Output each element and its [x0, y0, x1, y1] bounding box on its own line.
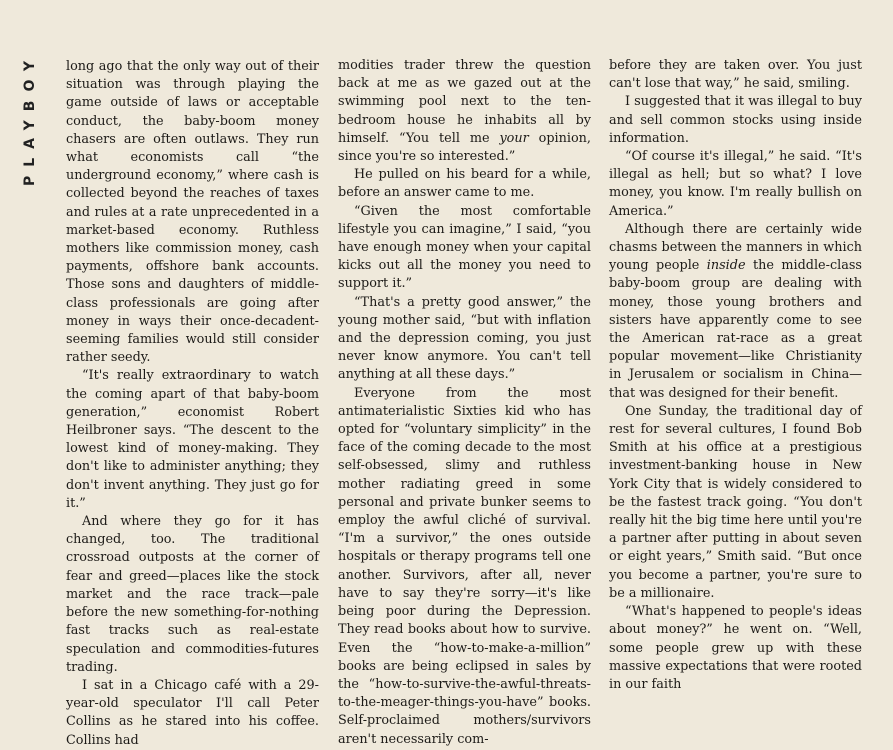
paragraph: “It's really extraordinary to watch the coming apart of that baby-boom generation,” economist Robert Heilbroner says. “The descent to the lowest kind of money-making. They don't like to administer anything; they don't invent anything. They just go for it.” — [66, 368, 319, 511]
running-head: PLAYBOY — [22, 52, 38, 187]
column-1 — [66, 58, 319, 750]
paragraph — [609, 221, 862, 403]
text: opinion, since you're so interested.” — [338, 130, 591, 165]
text: the middle-class baby-boom group are dealing with money, those young brothers and sisters have apparently come to see the American rat-race as a great popular movement—like Christianity in Jerusalem or socialism in China—that was designed for their benefit. — [609, 258, 862, 401]
emphasis-text: inside — [706, 258, 746, 274]
paragraph: “What's happened to people's ideas about money?” he went on. “Well, some people grew up with these massive expectations that were rooted in our faith — [609, 604, 862, 692]
column-3 — [609, 57, 862, 694]
paragraph: And where they go for it has changed, too. The traditional crossroad outposts at the corner of fear and greed—places like the stock market and the race track—pale before the new something-for-nothing fast tracks such as real-estate speculation and commodities-futures trading. — [66, 514, 319, 675]
paragraph: before they are taken over. You just can't lose that way,” he said, smiling. — [609, 58, 862, 92]
paragraph: One Sunday, the traditional day of rest for several cultures, I found Bob Smith at his office at a prestigious investment-banking house in New York City that is widely considered to be the fastest track going. “You don't really hit the big time here until you're a partner after putting in about seven or eight years,” Smith said. “But once you become a partner, you're sure to be a millionaire. — [609, 403, 862, 601]
text: Although there are certainly wide chasms between the manners in which young people — [609, 221, 862, 274]
column-2 — [338, 57, 591, 749]
emphasis-text: your — [499, 130, 529, 146]
paragraph — [338, 57, 591, 166]
text: modities trader threw the question back at me as we gazed out at the swimming pool next to the ten-bedroom house he inhabits all by himself. “You tell me — [338, 58, 591, 146]
paragraph: “That's a pretty good answer,” the young mother said, “but with inflation and the depression coming, you just never know anymore. You can't tell anything at all these days.” — [338, 294, 591, 383]
paragraph: Everyone from the most antimaterialistic Sixties kid who has opted for “voluntary simplicity” in the face of the coming decade to the most self-obsessed, slimy and ruthless mother radiating greed in some personal and private bunker seems to employ the awful cliché of survival. “I'm a survivor,” the ones outside hospitals or therapy programs tell one another. Survivors, after all, never have to say they're sorry—it's like being poor during the Depression. They read books about how to survive. Even the “how-to-make-a-million” books are being eclipsed in sales by the “how-to-survive-the-awful-threats-to-the-meager-things-you-have” books. Self-proclaimed mothers/survivors aren't necessarily com- — [338, 385, 591, 747]
paragraph: “Given the most comfortable lifestyle you can imagine,” I said, “you have enough money when your capital kicks out all the money you need to support it.” — [338, 203, 591, 292]
paragraph: I sat in a Chicago café with a 29-year-old speculator I'll call Peter Collins as he stared into his coffee. Collins had — [66, 677, 319, 748]
paragraph: “Of course it's illegal,” he said. “It's illegal as hell; but so what? I love money, you know. I'm really bullish on America.” — [609, 149, 862, 219]
paragraph: long ago that the only way out of their situation was through playing the game outside of laws or acceptable conduct, the baby-boom money chasers are often outlaws. They run what economists call “the underground economy,” where cash is collected beyond the reaches of taxes and rules at a rate unprecedented in a market-based economy. Ruthless mothers like commission money, cash payments, offshore bank accounts. Those sons and daughters of middle-class professionals are going after money in ways their once-decadent-seeming families would still consider rather seedy. — [66, 59, 319, 366]
paragraph: I suggested that it was illegal to buy and sell common stocks using inside information. — [609, 94, 862, 146]
paragraph: He pulled on his beard for a while, before an answer came to me. — [338, 167, 591, 201]
